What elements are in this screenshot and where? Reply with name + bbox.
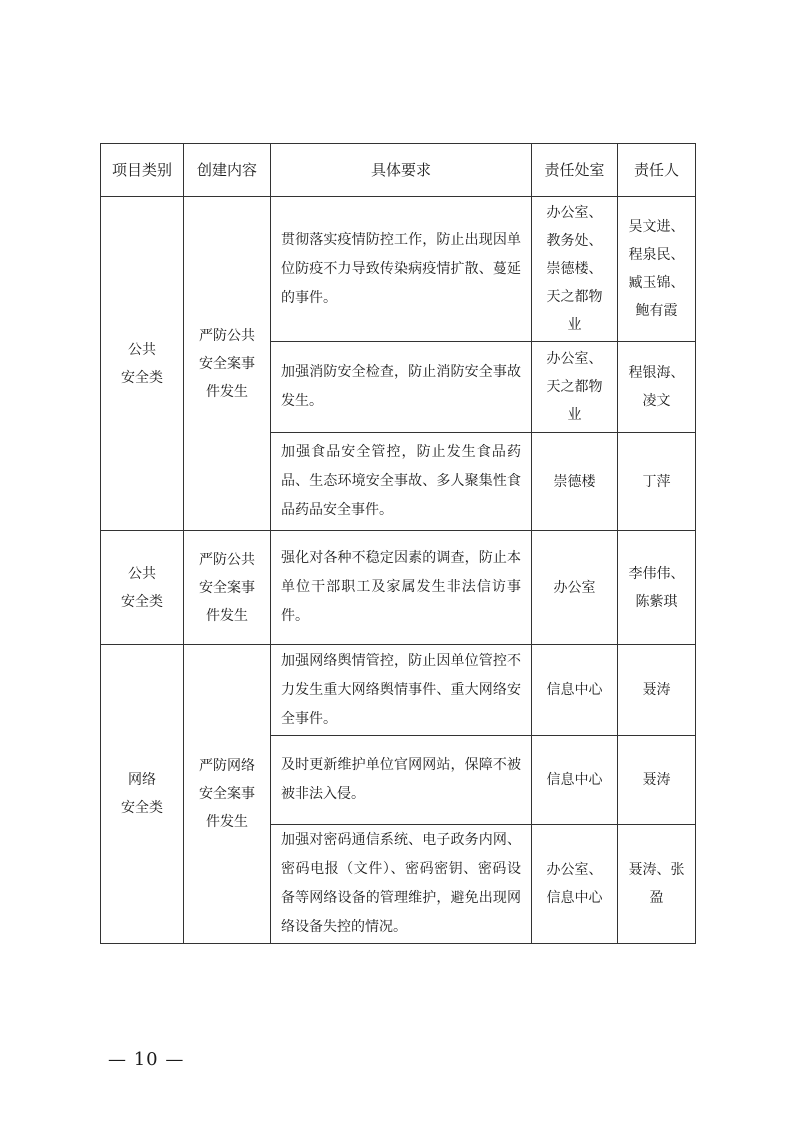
table-row (101, 531, 696, 645)
header-requirement: 具体要求 (271, 144, 532, 197)
requirement-cell: 加强对密码通信系统、电子政务内网、密码电报（文件）、密码密钥、密码设备等网络设备的管理维护，避免出现网络设备失控的情况。 (271, 825, 532, 944)
header-office: 责任处室 (532, 144, 618, 197)
person-cell: 聂涛、张 盈 (618, 825, 696, 944)
requirement-cell: 强化对各种不稳定因素的调查，防止本单位干部职工及家属发生非法信访事件。 (271, 531, 532, 645)
requirement-cell: 加强食品安全管控，防止发生食品药品、生态环境安全事故、多人聚集性食品药品安全事件。 (271, 433, 532, 531)
requirement-cell: 加强网络舆情管控，防止因单位管控不力发生重大网络舆情事件、重大网络安全事件。 (271, 645, 532, 736)
office-cell: 信息中心 (532, 736, 618, 825)
category-cell: 公共 安全类 (101, 531, 184, 645)
category-cell: 网络 安全类 (101, 645, 184, 944)
header-row (101, 144, 696, 197)
requirement-cell: 及时更新维护单位官网网站，保障不被被非法入侵。 (271, 736, 532, 825)
person-cell: 吴文进、 程泉民、 臧玉锦、 鲍有霞 (618, 197, 696, 342)
person-cell: 李伟伟、 陈紫琪 (618, 531, 696, 645)
header-content: 创建内容 (184, 144, 271, 197)
header-category: 项目类别 (101, 144, 184, 197)
table-row (101, 197, 696, 342)
person-cell: 聂涛 (618, 645, 696, 736)
table-row (101, 645, 696, 736)
person-cell: 丁萍 (618, 433, 696, 531)
responsibility-table (100, 143, 696, 944)
requirement-cell: 加强消防安全检查，防止消防安全事故发生。 (271, 342, 532, 433)
content-cell: 严防网络 安全案事 件发生 (184, 645, 271, 944)
category-cell: 公共 安全类 (101, 197, 184, 531)
office-cell: 办公室 (532, 531, 618, 645)
content-cell: 严防公共 安全案事 件发生 (184, 531, 271, 645)
content-cell: 严防公共 安全案事 件发生 (184, 197, 271, 531)
office-cell: 崇德楼 (532, 433, 618, 531)
office-cell: 信息中心 (532, 645, 618, 736)
person-cell: 聂涛 (618, 736, 696, 825)
office-cell: 办公室、 天之都物 业 (532, 342, 618, 433)
office-cell: 办公室、 信息中心 (532, 825, 618, 944)
header-person: 责任人 (618, 144, 696, 197)
page-number: — 10 — (108, 1049, 185, 1070)
requirement-cell: 贯彻落实疫情防控工作，防止出现因单位防疫不力导致传染病疫情扩散、蔓延的事件。 (271, 197, 532, 342)
office-cell: 办公室、 教务处、 崇德楼、 天之都物 业 (532, 197, 618, 342)
person-cell: 程银海、 凌文 (618, 342, 696, 433)
